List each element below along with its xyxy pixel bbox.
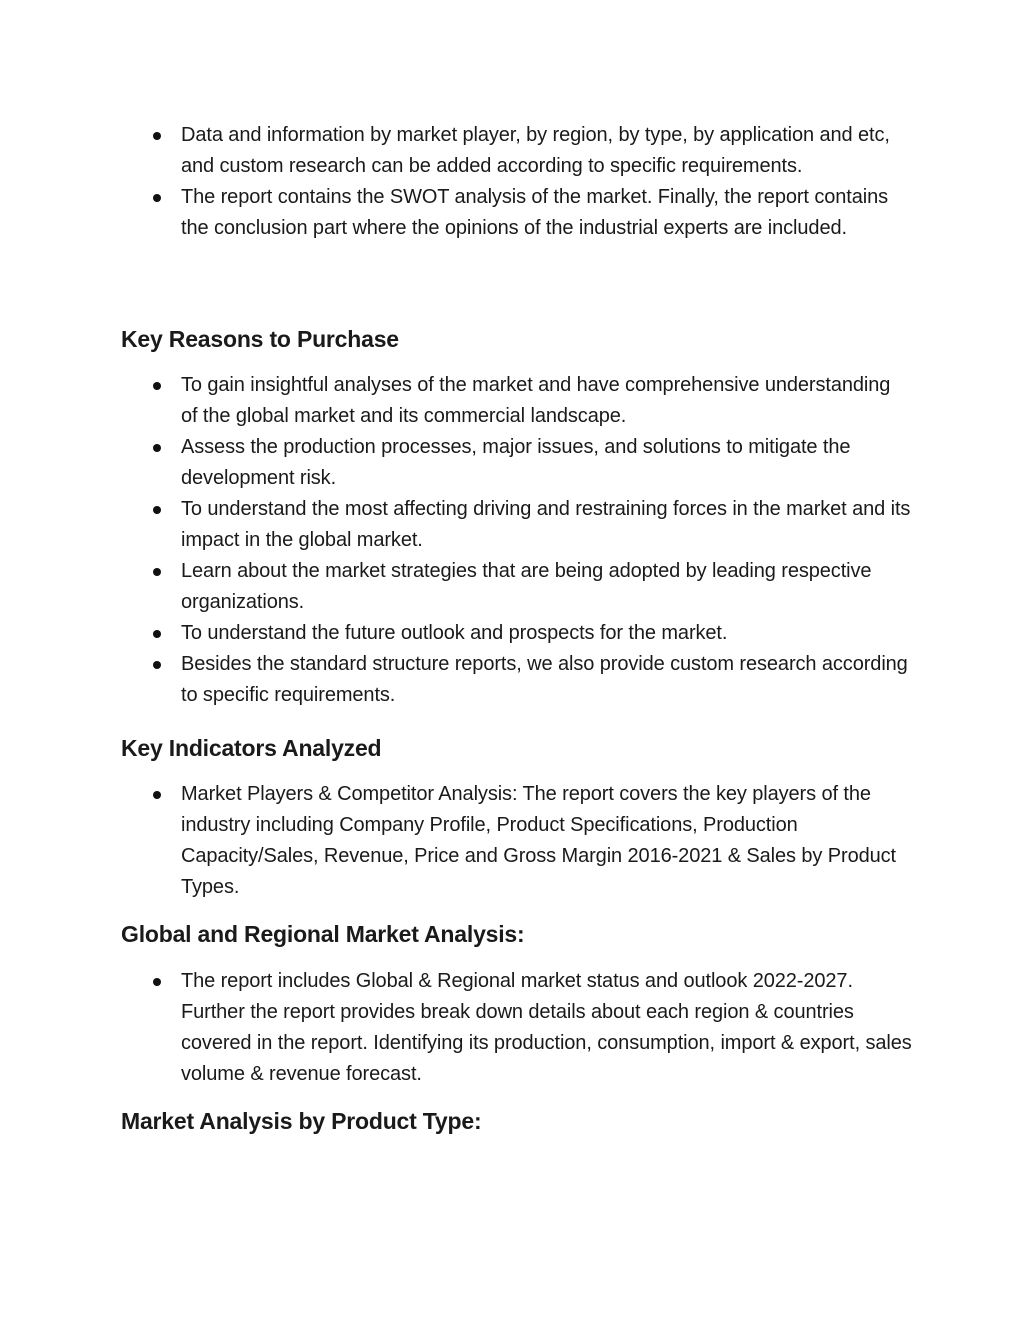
global-regional-heading: Global and Regional Market Analysis:: [121, 921, 525, 947]
list-item-text: Market Players & Competitor Analysis: The report covers the key players of the industry including Company Profile, Product Specifications, Production Capacity/Sales, Revenue, Price and Gross Margin 2016-2021 & Sales by Product Types.: [181, 783, 897, 898]
bullet-icon: [153, 444, 161, 452]
list-item: [152, 120, 912, 182]
list-item: [152, 432, 912, 494]
key-indicators-heading: Key Indicators Analyzed: [121, 735, 382, 761]
bullet-icon: [153, 568, 161, 576]
list-item-text: Data and information by market player, by region, by type, by application and etc, and custom research can be added according to specific requirements.: [181, 124, 890, 177]
list-item: [152, 779, 912, 903]
bullet-icon: [153, 791, 161, 799]
list-item-text: Besides the standard structure reports, we also provide custom research according to specific requirements.: [181, 653, 908, 706]
list-item-text: To understand the most affecting driving and restraining forces in the market and its impact in the global market.: [181, 498, 911, 551]
bullet-icon: [153, 132, 161, 140]
list-item: [152, 618, 912, 649]
list-item: [152, 494, 912, 556]
key-reasons-bullet-list: [152, 370, 912, 711]
list-item: [152, 649, 912, 711]
list-item-text: To understand the future outlook and prospects for the market.: [181, 622, 728, 644]
bullet-icon: [153, 978, 161, 986]
intro-bullet-list: [152, 120, 912, 244]
list-item: [152, 182, 912, 244]
product-type-heading: Market Analysis by Product Type:: [121, 1108, 482, 1134]
list-item: [152, 966, 912, 1090]
list-item-text: The report contains the SWOT analysis of the market. Finally, the report contains the conclusion part where the opinions of the industrial experts are included.: [181, 186, 889, 239]
list-item: [152, 556, 912, 618]
bullet-icon: [153, 382, 161, 390]
key-indicators-bullet-list: [152, 779, 912, 903]
list-item-text: Assess the production processes, major issues, and solutions to mitigate the development risk.: [181, 436, 851, 489]
bullet-icon: [153, 661, 161, 669]
bullet-icon: [153, 506, 161, 514]
list-item: [152, 370, 912, 432]
global-regional-bullet-list: [152, 966, 912, 1090]
list-item-text: The report includes Global & Regional market status and outlook 2022-2027. Further the report provides break down details about each region & countries covered in the report. Identifying its production, consumption, import & export, sales volume & revenue forecast.: [181, 970, 912, 1085]
bullet-icon: [153, 630, 161, 638]
list-item-text: To gain insightful analyses of the market and have comprehensive understanding of the global market and its commercial landscape.: [181, 374, 891, 427]
bullet-icon: [153, 194, 161, 202]
list-item-text: Learn about the market strategies that are being adopted by leading respective organizations.: [181, 560, 872, 613]
key-reasons-heading: Key Reasons to Purchase: [121, 326, 399, 352]
